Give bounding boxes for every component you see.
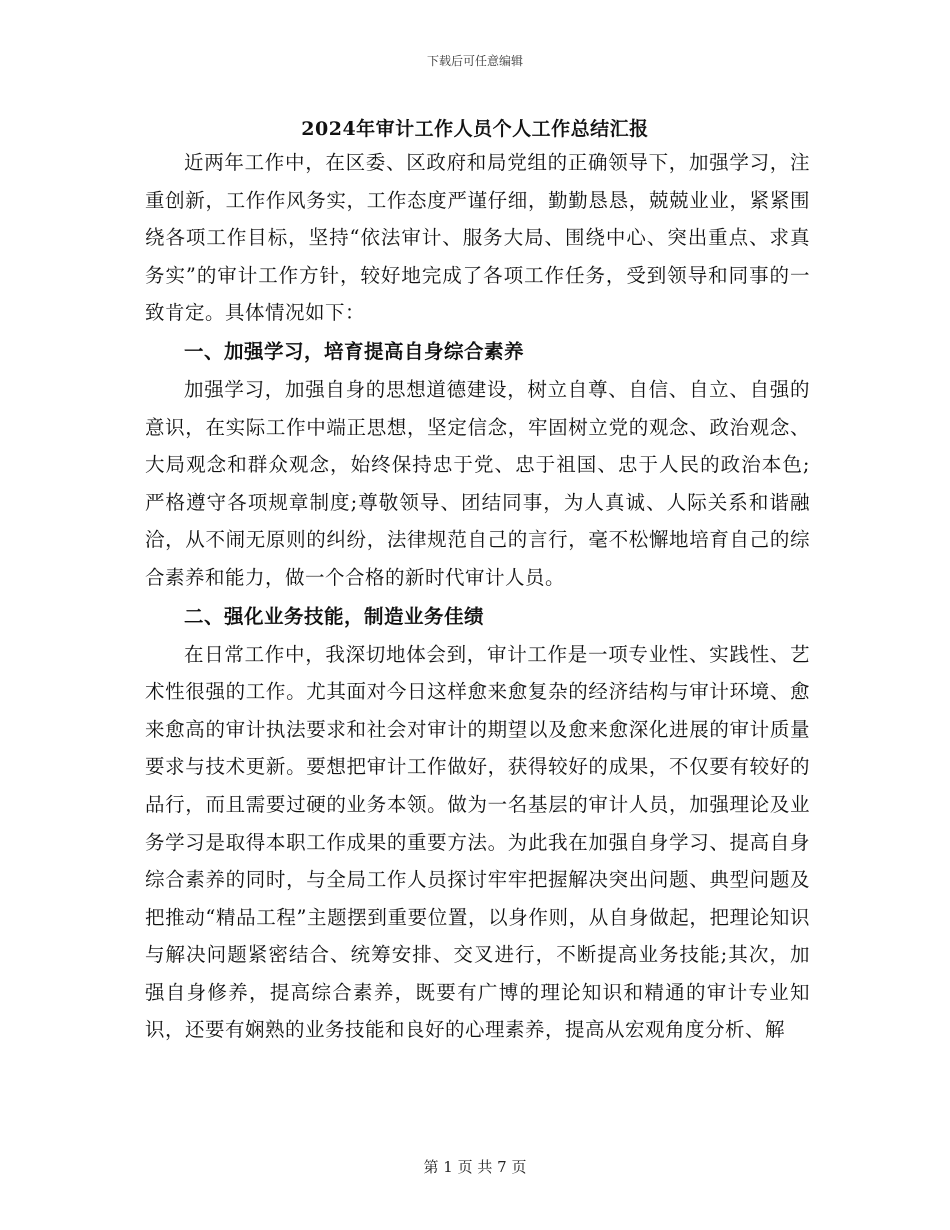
section-heading-1: 一、加强学习，培育提高自身综合素养 bbox=[184, 339, 525, 363]
page-number: 第 1 页 共 7 页 bbox=[423, 1158, 527, 1176]
section-heading-2: 二、强化业务技能，制造业务佳绩 bbox=[184, 604, 485, 628]
document-body bbox=[145, 144, 810, 1049]
intro-paragraph: 近两年工作中，在区委、区政府和局党组的正确领导下，加强学习，注重创新，工作作风务实，工作态度严谨仔细，勤勤恳恳，兢兢业业，紧紧围绕各项工作目标，坚持“依法审计、服务大局、围绕中心、突出重点、求真务实”的审计工作方针，较好地完成了各项工作任务，受到领导和同事的一致肯定。具体情况如下： bbox=[145, 151, 810, 325]
section-body-1: 加强学习，加强自身的思想道德建设，树立自尊、自信、自立、自强的意识，在实际工作中端正思想，坚定信念，牢固树立党的观念、政治观念、大局观念和群众观念，始终保持忠于党、忠于祖国、忠于人民的政治本色;严格遵守各项规章制度;尊敬领导、团结同事，为人真诚、人际关系和谐融洽，从不闹无原则的纠纷，法律规范自己的言行，毫不松懈地培育自己的综合素养和能力，做一个合格的新时代审计人员。 bbox=[145, 377, 810, 589]
section-body-2: 在日常工作中，我深切地体会到，审计工作是一项专业性、实践性、艺术性很强的工作。尤其面对今日这样愈来愈复杂的经济结构与审计环境、愈来愈高的审计执法要求和社会对审计的期望以及愈来愈深化进展的审计质量要求与技术更新。要想把审计工作做好，获得较好的成果，不仅要有较好的品行，而且需要过硬的业务本领。做为一名基层的审计人员，加强理论及业务学习是取得本职工作成果的重要方法。为此我在加强自身学习、提高自身综合素养的同时，与全局工作人员探讨牢牢把握解决突出问题、典型问题及把推动“精品工程”主题摆到重要位置，以身作则，从自身做起，把理论知识与解决问题紧密结合、统筹安排、交叉进行，不断提高业务技能;其次，加强自身修养，提高综合素养，既要有广博的理论知识和精通的审计专业知识，还要有娴熟的业务技能和良好的心理素养，提高从宏观角度分析、解 bbox=[145, 642, 810, 1042]
document-title: 2024年审计工作人员个人工作总结汇报 bbox=[301, 118, 649, 140]
header-note: 下载后可任意编辑 bbox=[426, 54, 523, 68]
